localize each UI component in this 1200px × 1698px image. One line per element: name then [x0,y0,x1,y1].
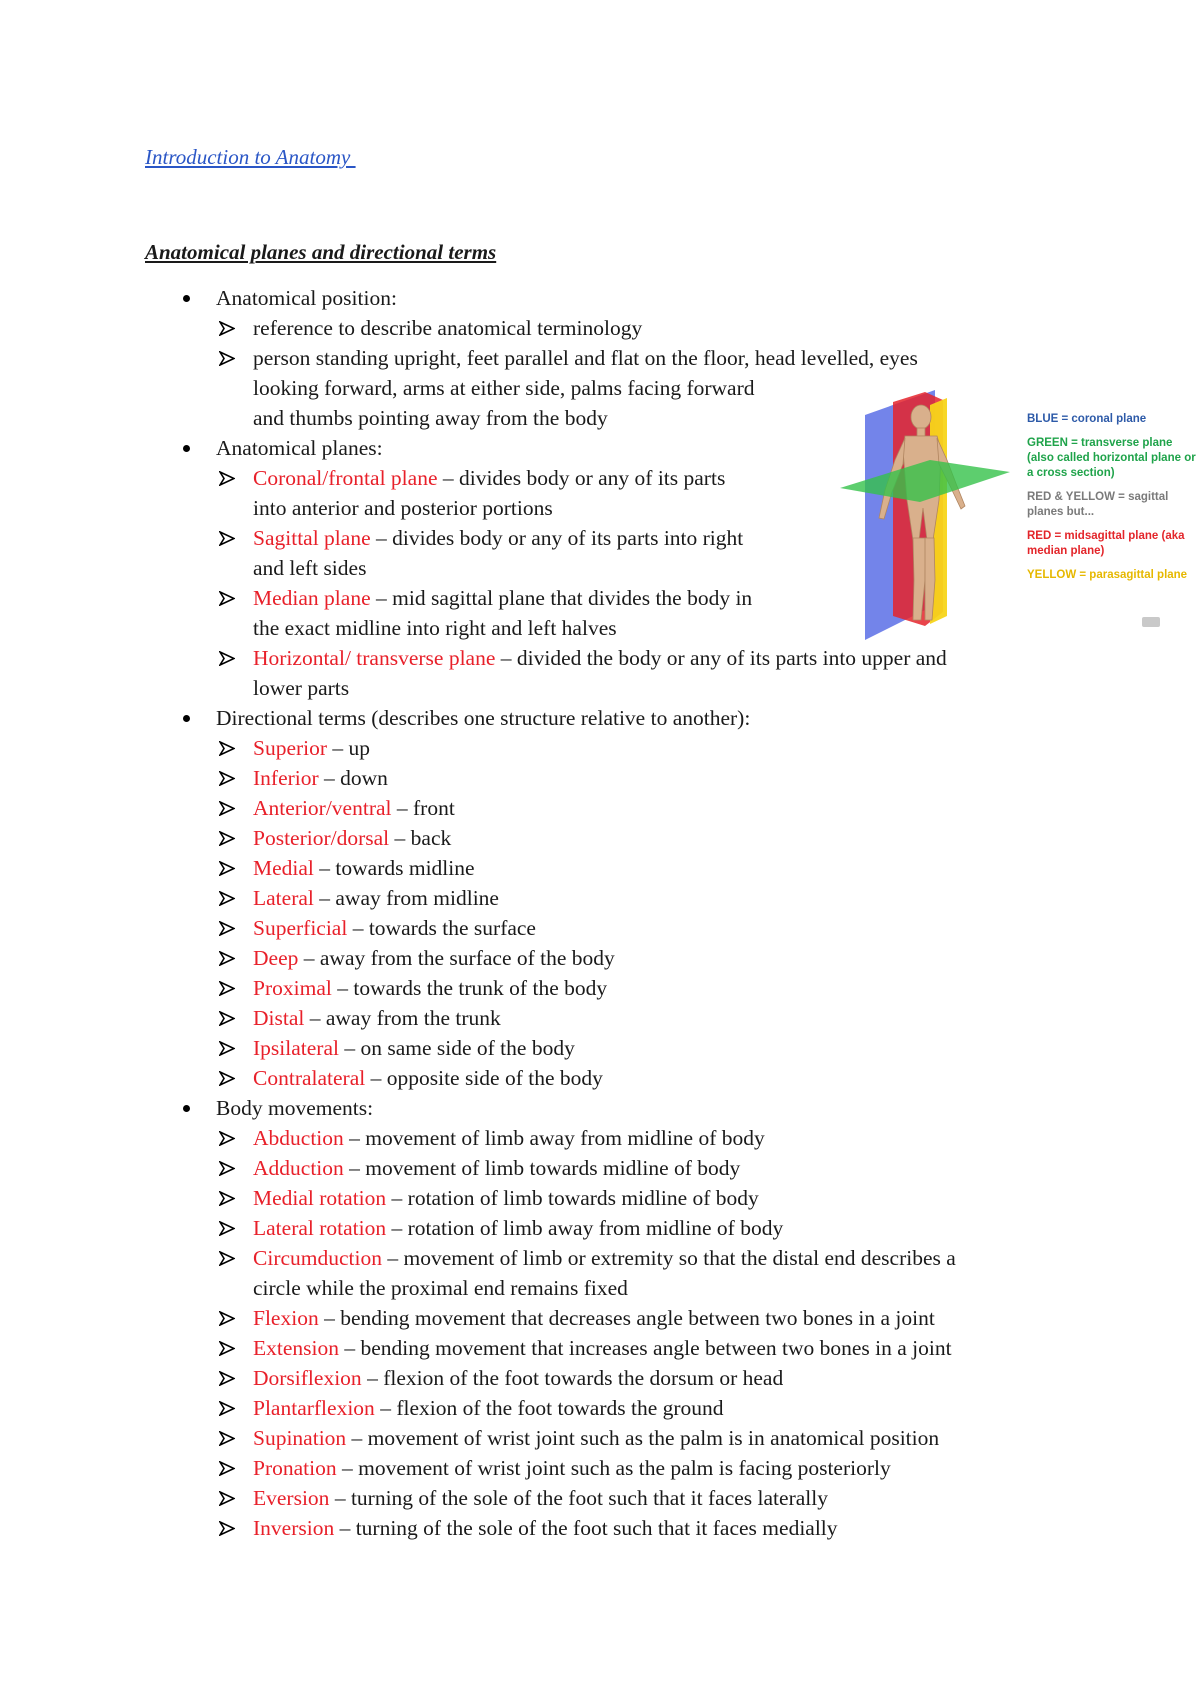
term-label: Deep [253,946,299,970]
term-definition: – away from the surface of the body [298,946,615,970]
bullet-dot-icon [183,715,190,722]
term-definition: – turning of the sole of the foot such that it faces laterally [329,1486,828,1510]
arrowhead-bullet-icon [219,763,235,793]
term-definition: – opposite side of the body [365,1066,603,1090]
legend-parasagittal: YELLOW = parasagittal plane [1027,569,1188,581]
bullet-item [0,1093,1200,1123]
figure-legend [1027,412,1200,592]
sub-item-text [253,913,536,943]
arrowhead-bullet-icon [219,853,235,883]
sub-item [0,883,1200,913]
term-definition: – divides body or any of its parts [437,466,726,490]
arrowhead-bullet-icon [219,523,235,553]
bullet-item [0,283,1200,313]
sub-item-text [253,313,642,343]
sub-item-text [253,1213,783,1243]
term-label: Median plane [253,586,371,610]
arrowhead-bullet-icon [219,343,235,373]
arrowhead-bullet-icon [219,1453,235,1483]
sub-item-text [253,1453,891,1483]
sub-item-text [253,1423,939,1453]
document-title: Introduction to Anatomy [145,145,356,169]
continuation-text: and left sides [253,556,367,580]
term-label: Sagittal plane [253,526,371,550]
sub-item [0,313,1200,343]
arrowhead-bullet-icon [219,1063,235,1093]
sub-item-text [253,943,615,973]
term-definition: – flexion of the foot towards the dorsum or head [361,1366,784,1390]
continuation-text: looking forward, arms at either side, palms facing forward [253,376,755,400]
arrowhead-bullet-icon [219,1153,235,1183]
term-label: Horizontal/ transverse plane [253,646,496,670]
continuation-text: and thumbs pointing away from the body [253,406,608,430]
continuation-text: the exact midline into right and left halves [253,616,617,640]
sub-item [0,1213,1200,1243]
term-definition: – movement of wrist joint such as the palm is in anatomical position [346,1426,940,1450]
term-definition: person standing upright, feet parallel and flat on the floor, head levelled, eyes [253,346,918,370]
sub-item-text [253,1513,838,1543]
term-definition: – bending movement that decreases angle between two bones in a joint [318,1306,935,1330]
term-label: Ipsilateral [253,1036,339,1060]
sub-item [0,1183,1200,1213]
arrowhead-bullet-icon [219,643,235,673]
term-definition: – away from the trunk [304,1006,501,1030]
sub-item [0,343,1200,373]
sub-item [0,643,1200,673]
anatomical-planes-diagram [835,380,1045,645]
continuation-text: into anterior and posterior portions [253,496,553,520]
term-label: Extension [253,1336,339,1360]
sub-item [0,1453,1200,1483]
arrowhead-bullet-icon [219,313,235,343]
sub-item-text [253,1333,952,1363]
section-heading: Anatomical planes and directional terms [145,240,497,264]
term-label: Anterior/ventral [253,796,392,820]
sub-item [0,853,1200,883]
continuation-line [0,673,1200,703]
sub-item-text [253,1303,935,1333]
arrowhead-bullet-icon [219,1213,235,1243]
sub-item [0,913,1200,943]
sub-item-text [253,1393,724,1423]
term-label: Adduction [253,1156,344,1180]
sub-item [0,793,1200,823]
term-label: Plantarflexion [253,1396,375,1420]
sub-item-text [253,1033,575,1063]
term-definition: – movement of wrist joint such as the palm is facing posteriorly [336,1456,891,1480]
term-label: Distal [253,1006,305,1030]
term-definition: – movement of limb towards midline of body [343,1156,741,1180]
arrowhead-bullet-icon [219,793,235,823]
term-label: Posterior/dorsal [253,826,390,850]
sub-item [0,1423,1200,1453]
sub-item-text [253,1363,783,1393]
bullet-text: Anatomical planes: [216,436,383,460]
term-label: Circumduction [253,1246,382,1270]
term-label: Abduction [253,1126,344,1150]
sub-item [0,943,1200,973]
figure-logo [1142,617,1160,627]
sub-item [0,973,1200,1003]
bullet-text: Body movements: [216,1096,374,1120]
term-label: Superficial [253,916,348,940]
term-definition: – divided the body or any of its parts into upper and [495,646,947,670]
term-definition: – back [389,826,452,850]
arrowhead-bullet-icon [219,1183,235,1213]
sub-item [0,1243,1200,1273]
sub-item-text [253,973,607,1003]
sub-item [0,763,1200,793]
sub-item [0,1333,1200,1363]
term-label: Superior [253,736,328,760]
sub-item-text [253,1243,956,1273]
term-label: Eversion [253,1486,330,1510]
term-label: Flexion [253,1306,319,1330]
term-definition: – flexion of the foot towards the ground [374,1396,724,1420]
term-definition: – on same side of the body [338,1036,575,1060]
sub-item-text [253,643,947,673]
sub-item-text [253,1153,740,1183]
term-definition: – divides body or any of its parts into right [370,526,744,550]
sub-item [0,1363,1200,1393]
legend-transverse: GREEN = transverse plane (also called horizontal plane or a cross section) [1027,437,1196,479]
sub-item [0,1513,1200,1543]
sub-item-text [253,883,499,913]
sub-item [0,1153,1200,1183]
term-definition: – down [318,766,388,790]
arrowhead-bullet-icon [219,823,235,853]
term-definition: – rotation of limb towards midline of body [386,1186,759,1210]
term-definition: reference to describe anatomical terminology [253,316,643,340]
sub-item-text [253,343,918,373]
bullet-text: Directional terms (describes one structure relative to another): [216,706,751,730]
sub-item [0,733,1200,763]
sub-item-text [253,853,475,883]
arrowhead-bullet-icon [219,1483,235,1513]
term-label: Medial rotation [253,1186,387,1210]
arrowhead-bullet-icon [219,913,235,943]
sub-item [0,1033,1200,1063]
continuation-text: lower parts [253,676,350,700]
arrowhead-bullet-icon [219,1393,235,1423]
sub-item-text [253,583,752,613]
term-label: Inversion [253,1516,335,1540]
sub-item-text [253,1063,603,1093]
sub-item-text [253,763,388,793]
arrowhead-bullet-icon [219,943,235,973]
term-definition: – towards the surface [347,916,536,940]
sub-item [0,1003,1200,1033]
legend-midsagittal: RED = midsagittal plane (aka median plane) [1027,530,1185,557]
continuation-text: circle while the proximal end remains fixed [253,1276,628,1300]
term-label: Medial [253,856,314,880]
term-label: Lateral rotation [253,1216,387,1240]
bullet-item [0,703,1200,733]
sub-item-text [253,1183,759,1213]
term-label: Pronation [253,1456,337,1480]
arrowhead-bullet-icon [219,1033,235,1063]
term-label: Supination [253,1426,347,1450]
term-definition: – movement of limb or extremity so that the distal end describes a [381,1246,956,1270]
sub-item-text [253,733,370,763]
arrowhead-bullet-icon [219,1363,235,1393]
term-label: Coronal/frontal plane [253,466,438,490]
arrowhead-bullet-icon [219,1243,235,1273]
legend-coronal: BLUE = coronal plane [1027,413,1147,425]
arrowhead-bullet-icon [219,733,235,763]
term-definition: – up [327,736,371,760]
sub-item-text [253,1483,828,1513]
arrowhead-bullet-icon [219,1003,235,1033]
sub-item [0,1483,1200,1513]
sub-item [0,1393,1200,1423]
bullet-dot-icon [183,1105,190,1112]
sub-item [0,823,1200,853]
legend-sagittal: RED & YELLOW = sagittal planes but... [1027,491,1169,518]
arrowhead-bullet-icon [219,1303,235,1333]
arrowhead-bullet-icon [219,1423,235,1453]
term-definition: – bending movement that increases angle between two bones in a joint [339,1336,952,1360]
sub-item-text [253,823,451,853]
term-definition: – turning of the sole of the foot such that it faces medially [334,1516,838,1540]
term-definition: – front [391,796,455,820]
sub-item-text [253,523,743,553]
term-definition: – mid sagittal plane that divides the body in [370,586,753,610]
term-label: Contralateral [253,1066,366,1090]
term-definition: – away from midline [313,886,499,910]
arrowhead-bullet-icon [219,1333,235,1363]
term-definition: – movement of limb away from midline of body [343,1126,765,1150]
arrowhead-bullet-icon [219,1123,235,1153]
term-definition: – rotation of limb away from midline of body [386,1216,784,1240]
bullet-dot-icon [183,445,190,452]
sub-item-text [253,1003,501,1033]
arrowhead-bullet-icon [219,973,235,1003]
arrowhead-bullet-icon [219,883,235,913]
term-label: Dorsiflexion [253,1366,362,1390]
sub-item-text [253,1123,765,1153]
arrowhead-bullet-icon [219,583,235,613]
term-label: Inferior [253,766,319,790]
arrowhead-bullet-icon [219,1513,235,1543]
continuation-line [0,1273,1200,1303]
sub-item [0,1063,1200,1093]
sub-item [0,1303,1200,1333]
sub-item-text [253,793,455,823]
term-label: Lateral [253,886,314,910]
bullet-text: Anatomical position: [216,286,397,310]
term-definition: – towards midline [313,856,475,880]
bullet-dot-icon [183,295,190,302]
term-label: Proximal [253,976,332,1000]
arrowhead-bullet-icon [219,463,235,493]
sub-item [0,1123,1200,1153]
sub-item-text [253,463,725,493]
term-definition: – towards the trunk of the body [331,976,608,1000]
